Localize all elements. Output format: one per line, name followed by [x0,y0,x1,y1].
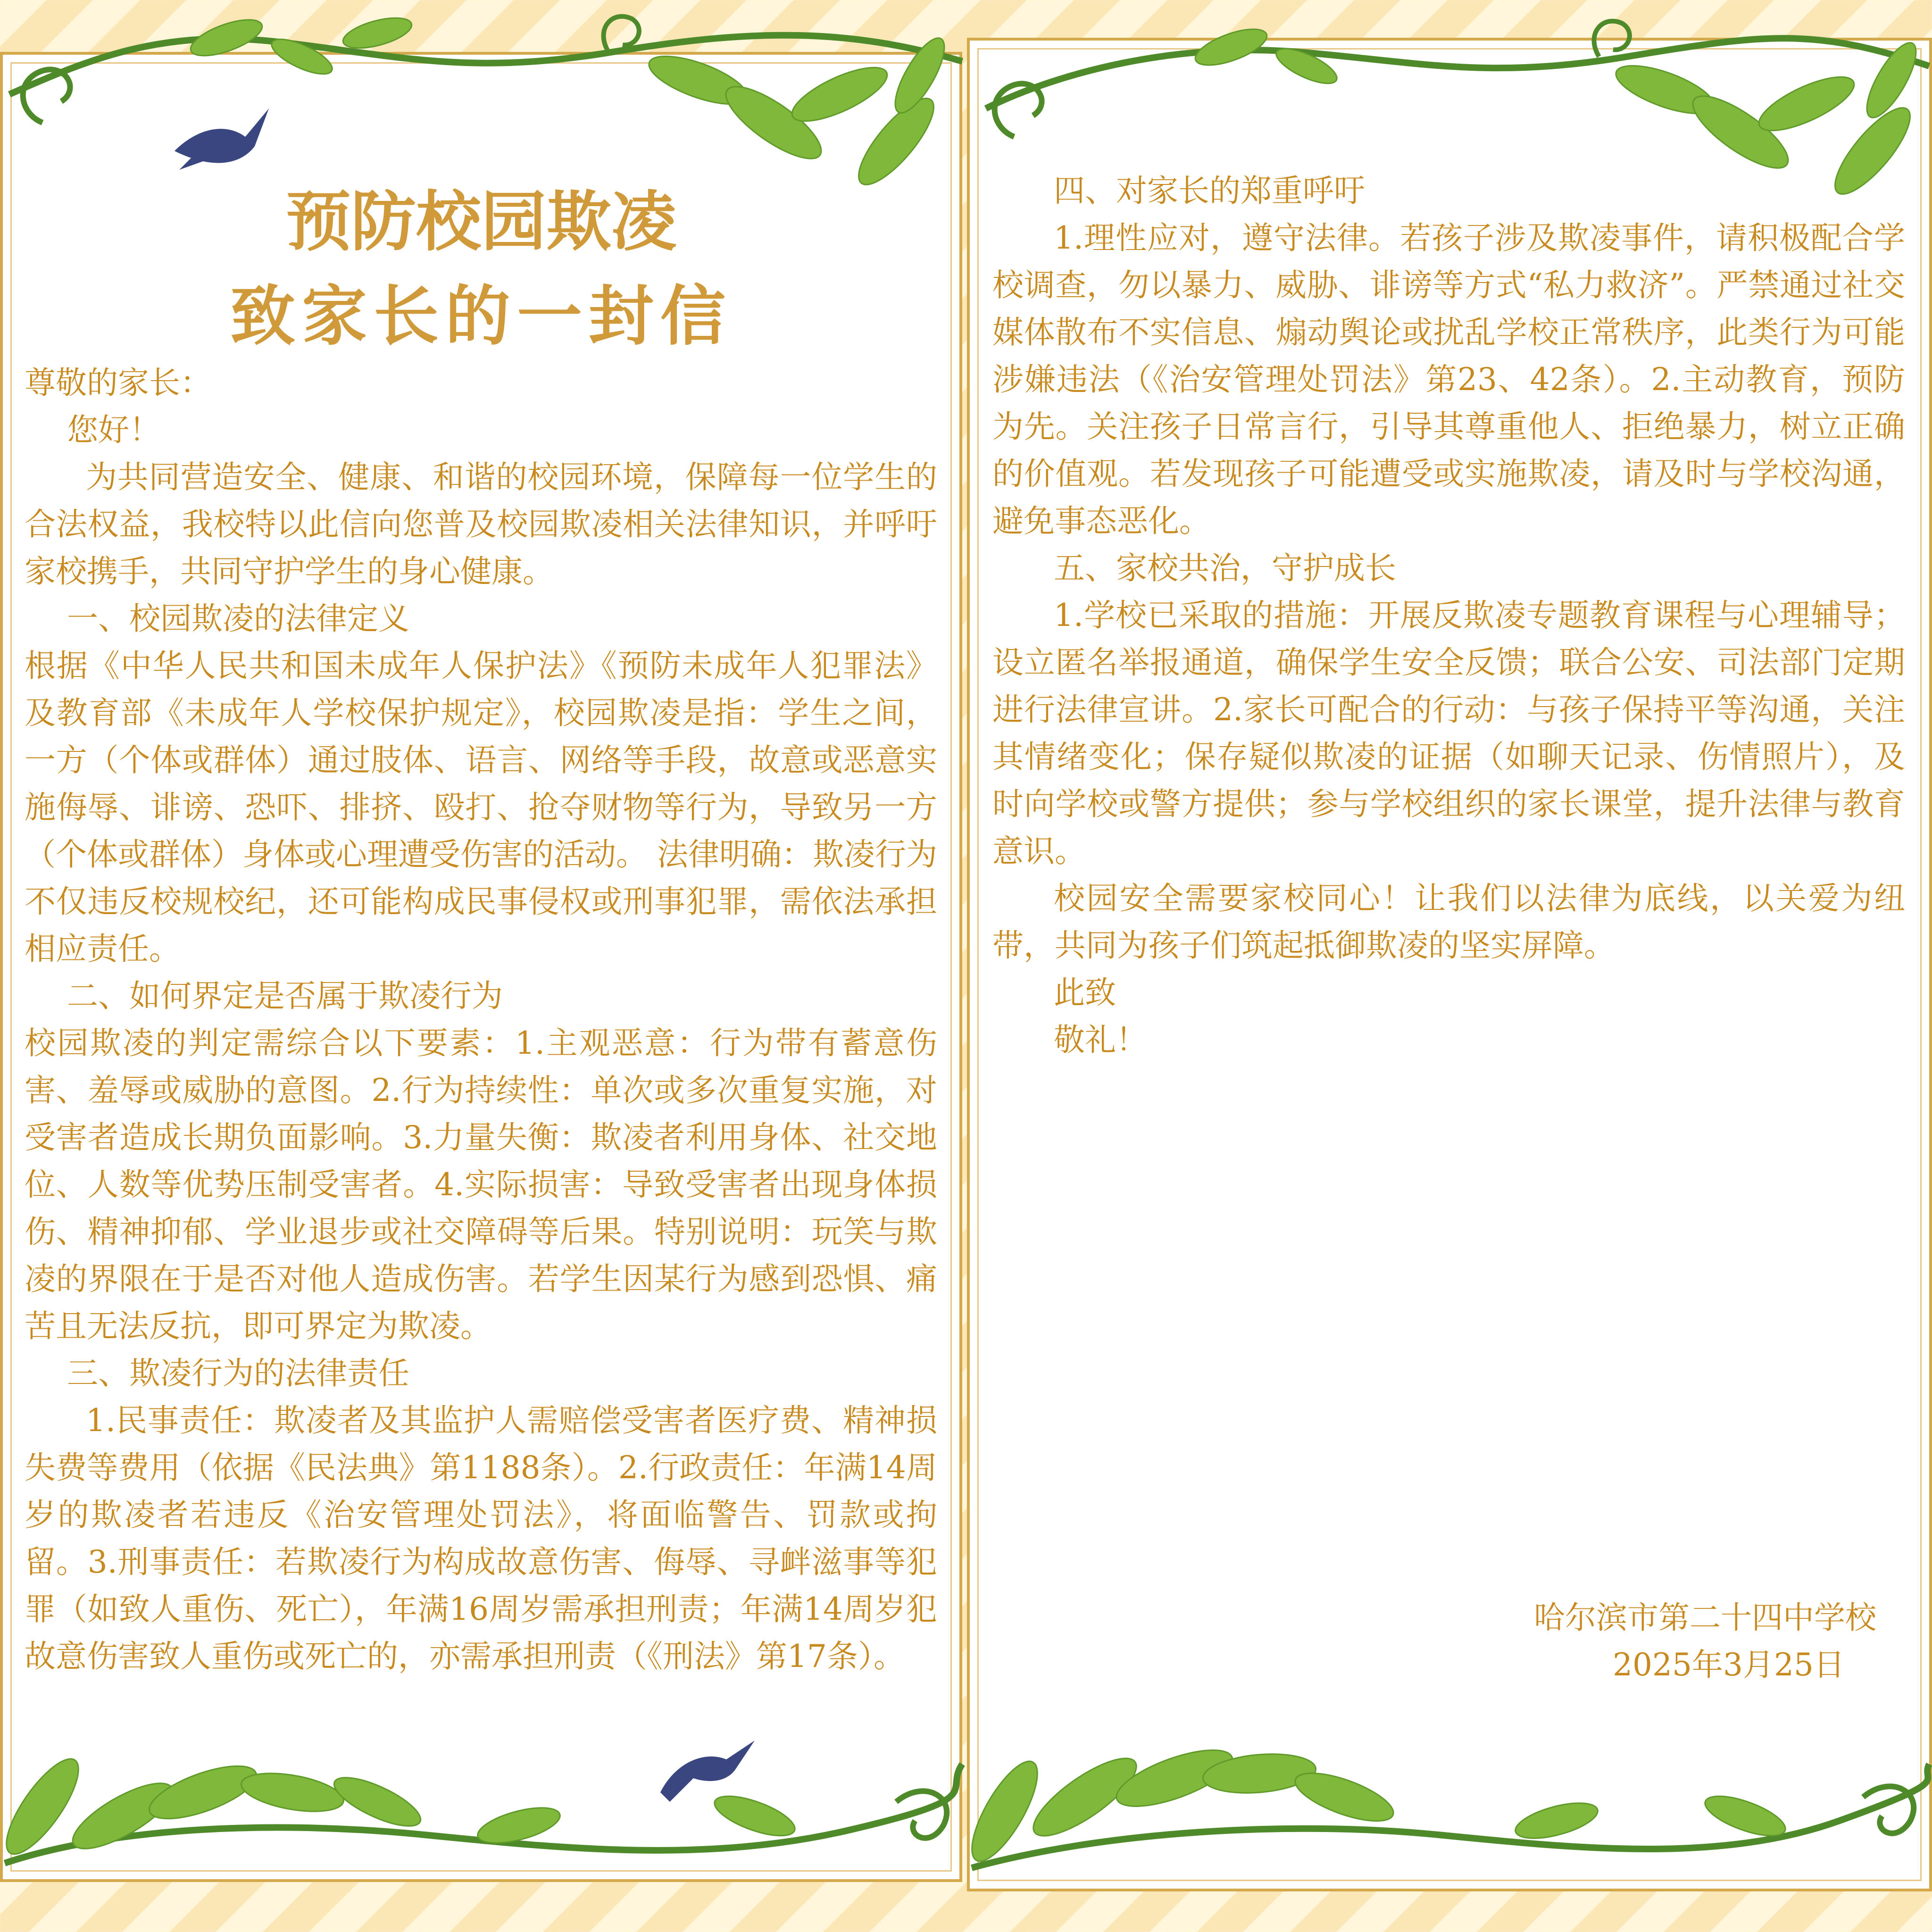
section-body-2: 校园欺凌的判定需综合以下要素：1.主观恶意：行为带有蓄意伤害、羞辱或威胁的意图。2.行为持续性：单次或多次重复实施，对受害者造成长期负面影响。3.力量失衡：欺凌者利用身体、社交地位、人数等优势压制受害者。4.实际损害：导致受害者出现身体损伤、精神抑郁、学业退步或社交障碍等后果。特别说明：玩笑与欺凌的界限在于是否对他人造成伤害。若学生因某行为感到恐惧、痛苦且无法反抗，即可界定为欺凌。 [25,1025,937,1344]
regards-line-2: 敬礼！ [1054,1022,1147,1058]
letter-body-right [992,167,1905,1064]
section-body-3: 1.民事责任：欺凌者及其监护人需赔偿受害者医疗费、精神损失费等费用（依据《民法典》第1188条）。2.行政责任：年满14周岁的欺凌者若违反《治安管理处罚法》，将面临警告、罚款或拘留。3.刑事责任：若欺凌行为构成故意伤害、侮辱、寻衅滋事等犯罪（如致人重伤、死亡），年满16周岁需承担刑责；年满14周岁犯故意伤害致人重伤或死亡的，亦需承担刑责（《刑法》第17条）。 [25,1402,937,1674]
section-body-1: 根据《中华人民共和国未成年人保护法》《预防未成年人犯罪法》及教育部《未成年人学校保护规定》，校园欺凌是指：学生之间，一方（个体或群体）通过肢体、语言、网络等手段，故意或恶意实施侮辱、诽谤、恐吓、排挤、殴打、抢夺财物等行为，导致另一方（个体或群体）身体或心理遭受伤害的活动。 法律明确：欺凌行为不仅违反校规校纪，还可能构成民事侵权或刑事犯罪，需依法承担相应责任。 [25,648,937,967]
swallow-icon [651,1726,759,1807]
section-body-5: 1.学校已采取的措施：开展反欺凌专题教育课程与心理辅导；设立匿名举报通道，确保学生安全反馈；联合公安、司法部门定期进行法律宣讲。2.家长可配合的行动：与孩子保持平等沟通，关注其情绪变化；保存疑似欺凌的证据（如聊天记录、伤情照片），及时向学校或警方提供；参与学校组织的家长课堂，提升法律与教育意识。 [992,597,1905,869]
section-body-4: 1.理性应对，遵守法律。若孩子涉及欺凌事件，请积极配合学校调查，勿以暴力、威胁、诽谤等方式“私力救济”。严禁通过社交媒体散布不实信息、煽动舆论或扰乱学校正常秩序，此类行为可能涉嫌违法（《治安管理处罚法》第23、42条）。2.主动教育，预防为先。关注孩子日常言行，引导其尊重他人、拒绝暴力，树立正确的价值观。若发现孩子可能遭受或实施欺凌，请及时与学校沟通，避免事态恶化。 [992,220,1905,539]
section-heading-3: 三、欺凌行为的法律责任 [67,1355,409,1391]
letter-subtitle: 致家长的一封信 [230,277,732,354]
letter-title: 预防校园欺凌 [285,183,676,260]
letter-body-left [25,359,937,1680]
intro-paragraph: 为共同营造安全、健康、和谐的校园环境，保障每一位学生的合法权益，我校特以此信向您普及校园欺凌相关法律知识，并呼吁家校携手，共同守护学生的身心健康。 [25,459,937,590]
section-heading-2: 二、如何界定是否属于欺凌行为 [67,978,503,1014]
section-heading-1: 一、校园欺凌的法律定义 [67,600,409,637]
signature-school: 哈尔滨市第二十四中学校 [1534,1599,1876,1636]
section-heading-5: 五、家校共治，守护成长 [1054,550,1396,586]
signature-date: 2025年3月25日 [1613,1647,1845,1683]
salutation: 尊敬的家长： [25,365,211,401]
vine-bottom-left-icon [0,1707,967,1932]
closing-paragraph: 校园安全需要家校同心！让我们以法律为底线，以关爱为纽带，共同为孩子们筑起抵御欺凌的坚实屏障。 [992,880,1905,964]
regards-line-1: 此致 [1054,974,1116,1011]
section-heading-4: 四、对家长的郑重呼吁 [1054,173,1365,209]
vine-bottom-right-icon [967,1679,1932,1932]
greeting: 您好！ [67,412,160,448]
swallow-icon [170,99,274,175]
